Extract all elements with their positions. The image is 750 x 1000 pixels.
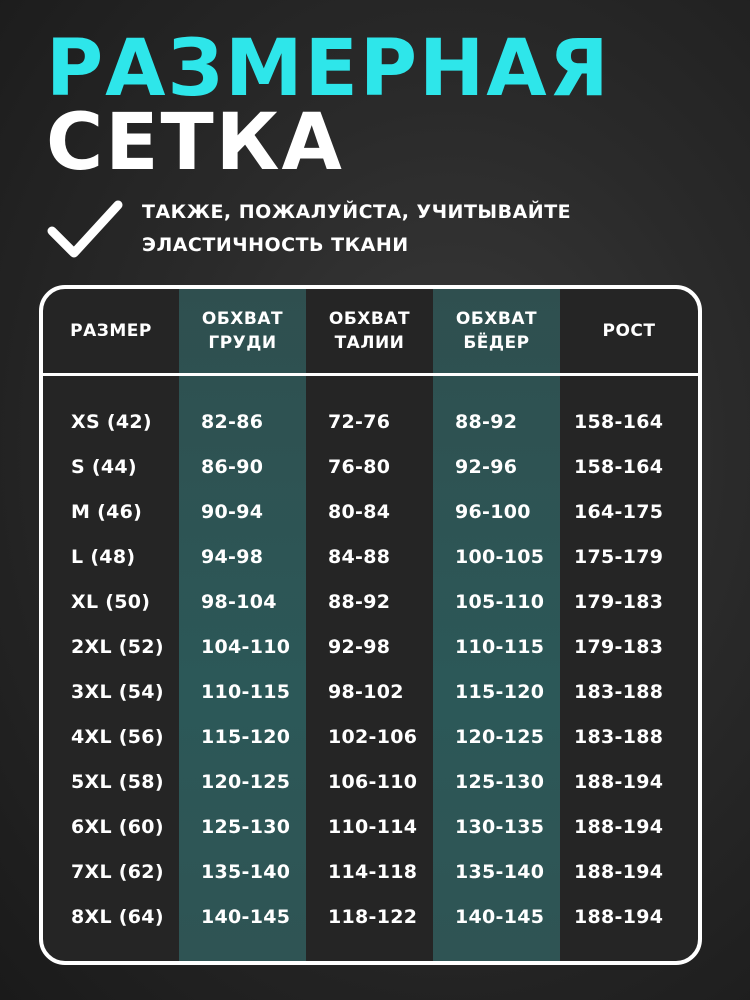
table-row xyxy=(43,849,698,894)
cell-size: 5XL (58) xyxy=(71,770,164,793)
cell-height: 188-194 xyxy=(574,860,664,883)
cell-size: XS (42) xyxy=(71,410,152,433)
cell-size: 3XL (54) xyxy=(71,680,164,703)
header-waist: ОБХВАТ ТАЛИИ xyxy=(328,309,411,353)
cell-height: 179-183 xyxy=(574,590,664,613)
cell-hips: 115-120 xyxy=(455,680,545,703)
cell-waist: 110-114 xyxy=(328,815,418,838)
cell-hips: 88-92 xyxy=(455,410,518,433)
cell-waist: 80-84 xyxy=(328,500,391,523)
table-row xyxy=(43,624,698,669)
header-size: РАЗМЕР xyxy=(70,321,152,341)
cell-waist: 92-98 xyxy=(328,635,391,658)
cell-chest: 98-104 xyxy=(201,590,277,613)
table-row xyxy=(43,399,698,444)
header-height: РОСТ xyxy=(602,321,656,341)
cell-height: 158-164 xyxy=(574,455,664,478)
cell-hips: 140-145 xyxy=(455,905,545,928)
cell-height: 183-188 xyxy=(574,680,664,703)
cell-chest: 104-110 xyxy=(201,635,291,658)
table-row xyxy=(43,669,698,714)
cell-height: 175-179 xyxy=(574,545,664,568)
cell-size: 8XL (64) xyxy=(71,905,164,928)
cell-hips: 105-110 xyxy=(455,590,545,613)
cell-waist: 76-80 xyxy=(328,455,391,478)
table-row xyxy=(43,714,698,759)
cell-height: 188-194 xyxy=(574,770,664,793)
header-divider xyxy=(43,373,698,376)
cell-chest: 120-125 xyxy=(201,770,291,793)
cell-chest: 125-130 xyxy=(201,815,291,838)
cell-size: 6XL (60) xyxy=(71,815,164,838)
table-row xyxy=(43,534,698,579)
table-body xyxy=(43,399,698,939)
cell-waist: 84-88 xyxy=(328,545,391,568)
cell-size: XL (50) xyxy=(71,590,151,613)
cell-chest: 90-94 xyxy=(201,500,264,523)
cell-height: 188-194 xyxy=(574,905,664,928)
cell-waist: 118-122 xyxy=(328,905,418,928)
table-row xyxy=(43,579,698,624)
table-row xyxy=(43,894,698,939)
cell-waist: 106-110 xyxy=(328,770,418,793)
cell-height: 188-194 xyxy=(574,815,664,838)
cell-height: 164-175 xyxy=(574,500,664,523)
cell-size: S (44) xyxy=(71,455,137,478)
cell-hips: 130-135 xyxy=(455,815,545,838)
cell-chest: 94-98 xyxy=(201,545,264,568)
cell-chest: 86-90 xyxy=(201,455,264,478)
fabric-note xyxy=(46,196,582,262)
cell-waist: 72-76 xyxy=(328,410,391,433)
cell-size: 2XL (52) xyxy=(71,635,164,658)
cell-hips: 120-125 xyxy=(455,725,545,748)
cell-chest: 140-145 xyxy=(201,905,291,928)
cell-size: 4XL (56) xyxy=(71,725,164,748)
table-row xyxy=(43,804,698,849)
title-line-1: РАЗМЕРНАЯ xyxy=(46,24,611,114)
cell-waist: 102-106 xyxy=(328,725,418,748)
title-line-2: СЕТКА xyxy=(46,98,344,188)
cell-hips: 92-96 xyxy=(455,455,518,478)
cell-chest: 82-86 xyxy=(201,410,264,433)
fabric-note-text: ТАКЖЕ, ПОЖАЛУЙСТА, УЧИТЫВАЙТЕ ЭЛАСТИЧНОСТЬ ТКАНИ xyxy=(142,201,572,256)
cell-height: 183-188 xyxy=(574,725,664,748)
table-row xyxy=(43,759,698,804)
cell-size: 7XL (62) xyxy=(71,860,164,883)
cell-chest: 115-120 xyxy=(201,725,291,748)
cell-hips: 135-140 xyxy=(455,860,545,883)
cell-size: L (48) xyxy=(71,545,136,568)
cell-waist: 114-118 xyxy=(328,860,418,883)
cell-chest: 110-115 xyxy=(201,680,291,703)
cell-waist: 98-102 xyxy=(328,680,404,703)
cell-chest: 135-140 xyxy=(201,860,291,883)
cell-hips: 125-130 xyxy=(455,770,545,793)
size-table xyxy=(39,285,702,965)
cell-hips: 96-100 xyxy=(455,500,531,523)
table-row xyxy=(43,444,698,489)
cell-height: 158-164 xyxy=(574,410,664,433)
cell-hips: 100-105 xyxy=(455,545,545,568)
header-chest: ОБХВАТ ГРУДИ xyxy=(201,309,284,353)
check-icon xyxy=(46,197,124,261)
cell-hips: 110-115 xyxy=(455,635,545,658)
table-header xyxy=(43,289,698,373)
cell-size: M (46) xyxy=(71,500,143,523)
cell-waist: 88-92 xyxy=(328,590,391,613)
table-row xyxy=(43,489,698,534)
header-hips: ОБХВАТ БЁДЕР xyxy=(455,309,538,353)
cell-height: 179-183 xyxy=(574,635,664,658)
